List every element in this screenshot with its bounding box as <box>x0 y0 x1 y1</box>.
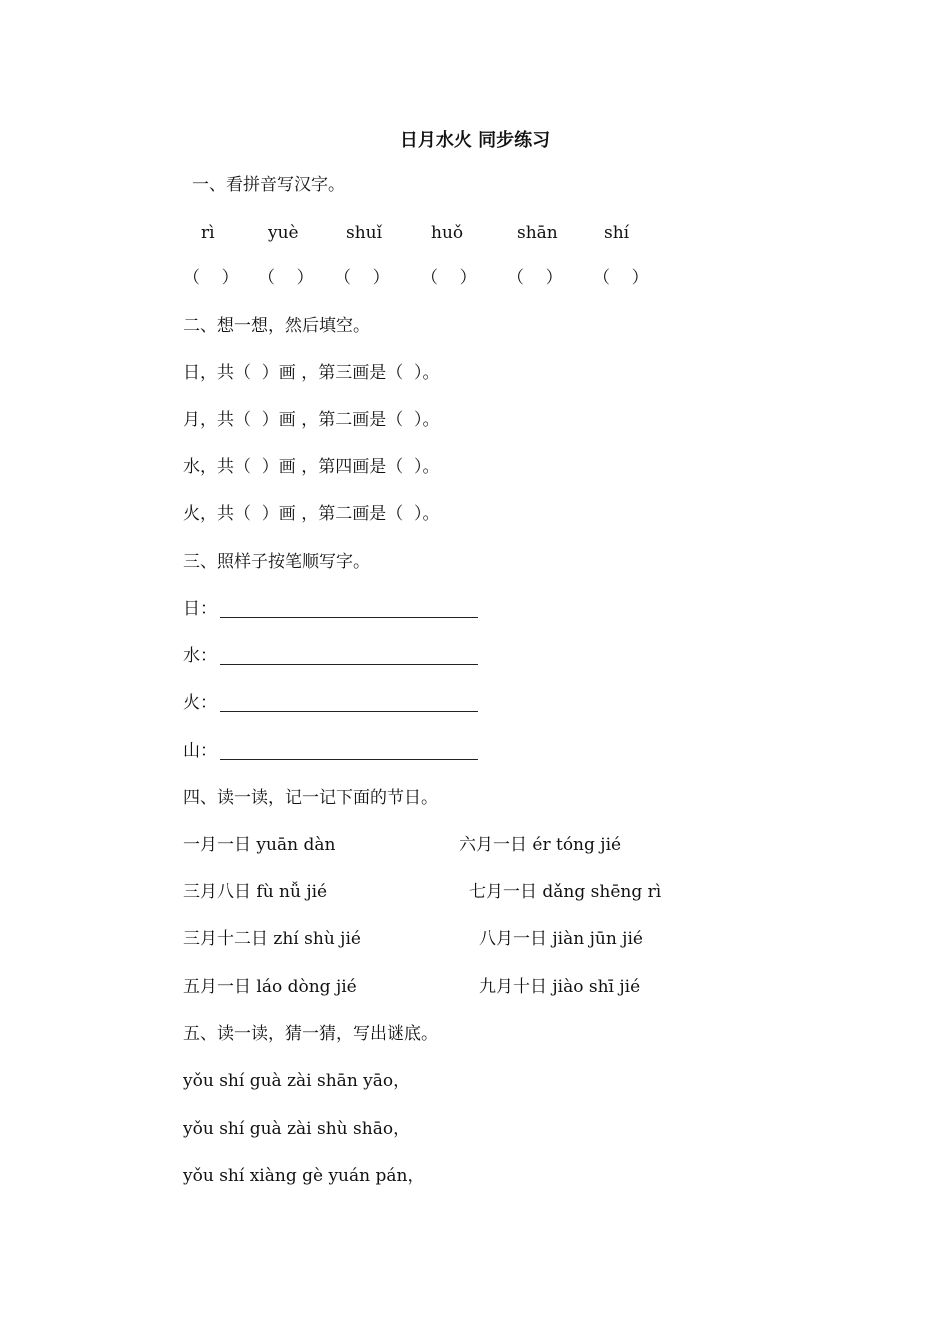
section-4-heading: 四、读一读，记一记下面的节日。 <box>183 788 438 808</box>
holiday-right: 七月一日 dǎng shēng rì <box>469 882 662 902</box>
holiday-left: 三月十二日 zhí shù jié <box>183 929 361 949</box>
holiday-right: 九月十日 jiào shī jié <box>479 977 641 997</box>
answer-blank[interactable]: （ ） <box>334 268 390 288</box>
riddle-line: yǒu shí guà zài shān yāo， <box>183 1071 411 1091</box>
answer-blank[interactable]: （ ） <box>593 268 649 288</box>
section-1-heading: 一、看拼音写汉字。 <box>192 175 345 195</box>
answer-blank[interactable]: （ ） <box>507 268 563 288</box>
section-5-heading: 五、读一读，猜一猜，写出谜底。 <box>183 1024 438 1044</box>
writing-line[interactable] <box>220 664 478 665</box>
riddle-line: yǒu shí guà zài shù shāo， <box>183 1119 411 1139</box>
fill-line: 火，共（ ）画 ，第二画是（ ）。 <box>183 504 440 524</box>
holiday-right: 六月一日 ér tóng jié <box>459 835 622 855</box>
stroke-label: 日： <box>183 599 217 619</box>
answer-blank[interactable]: （ ） <box>421 268 477 288</box>
fill-line: 日，共（ ）画 ，第三画是（ ）。 <box>183 363 440 383</box>
holiday-left: 五月一日 láo dòng jié <box>183 977 357 997</box>
writing-line[interactable] <box>220 711 478 712</box>
section-2-heading: 二、想一想，然后填空。 <box>183 316 370 336</box>
pinyin-6: shí <box>604 223 630 243</box>
answer-blank[interactable]: （ ） <box>183 268 239 288</box>
pinyin-5: shān <box>517 223 558 243</box>
stroke-label: 水： <box>183 646 217 666</box>
pinyin-2: yuè <box>268 223 299 243</box>
answer-blank[interactable]: （ ） <box>258 268 314 288</box>
holiday-right: 八月一日 jiàn jūn jié <box>479 929 643 949</box>
stroke-label: 火： <box>183 693 217 713</box>
holiday-left: 一月一日 yuān dàn <box>183 835 336 855</box>
riddle-line: yǒu shí xiàng gè yuán pán， <box>183 1166 425 1186</box>
pinyin-4: huǒ <box>431 223 464 243</box>
fill-line: 月，共（ ）画 ，第二画是（ ）。 <box>183 410 440 430</box>
stroke-label: 山： <box>183 741 217 761</box>
fill-line: 水，共（ ）画 ，第四画是（ ）。 <box>183 457 440 477</box>
writing-line[interactable] <box>220 617 478 618</box>
page-title: 日月水火 同步练习 <box>399 130 551 151</box>
pinyin-3: shuǐ <box>346 223 383 243</box>
pinyin-1: rì <box>201 223 215 243</box>
writing-line[interactable] <box>220 759 478 760</box>
holiday-left: 三月八日 fù nǚ jié <box>183 882 328 902</box>
section-3-heading: 三、照样子按笔顺写字。 <box>183 552 370 572</box>
